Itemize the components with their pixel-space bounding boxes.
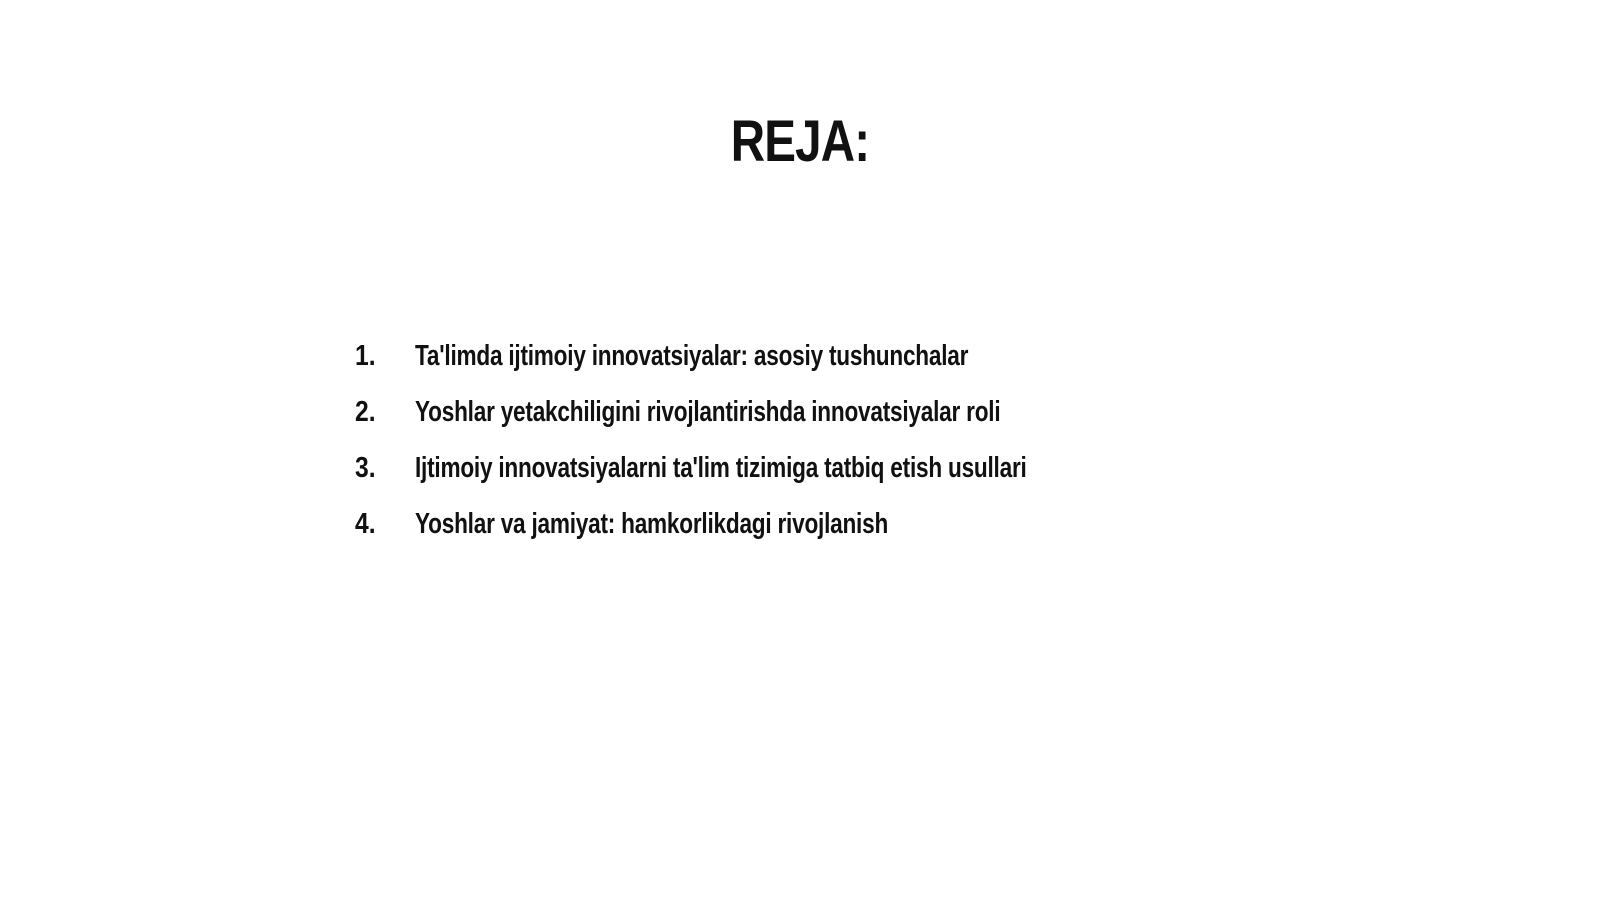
plan-item-number: 4. [355,507,376,540]
plan-item-text: Yoshlar yetakchiligini rivojlantirishda innovatsiyalar roli [415,395,1001,428]
plan-item-text: Ijtimoiy innovatsiyalarni ta'lim tizimiga tatbiq etish usullari [415,451,1027,484]
plan-item-1 [355,328,1255,384]
plan-item-text: Ta'limda ijtimoiy innovatsiyalar: asosiy tushunchalar [415,339,969,372]
plan-item-text: Yoshlar va jamiyat: hamkorlikdagi rivojlanish [415,507,889,540]
plan-item-number: 3. [355,451,376,484]
plan-item-4 [355,496,1255,552]
plan-item-number: 1. [355,339,376,372]
plan-item-2 [355,384,1255,440]
slide-title: REJA: [730,109,870,174]
plan-list [355,328,1255,552]
plan-item-number: 2. [355,395,376,428]
plan-item-3 [355,440,1255,496]
